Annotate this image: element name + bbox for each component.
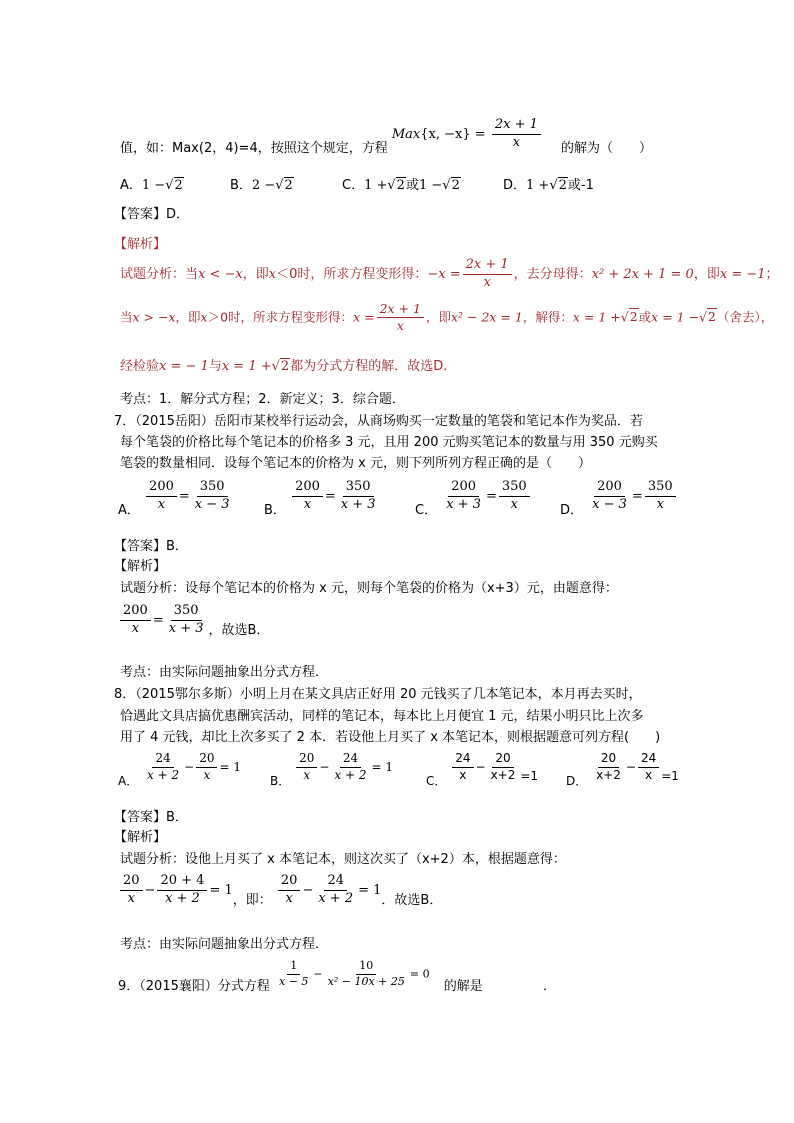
sqrt-icon: √ [620, 309, 629, 325]
frac-num: 20 + 4 [157, 874, 207, 891]
frac-den: x [127, 890, 135, 906]
q8-sol-mid: ，即： [232, 892, 272, 908]
q6-analysis-line2 [120, 302, 773, 334]
q7-option-d[interactable] [560, 479, 678, 518]
q7-option-c-left [443, 480, 484, 513]
q6-l2-x: x [200, 309, 208, 325]
q7-option-label: C． [415, 502, 438, 518]
frac [488, 752, 519, 783]
q6-answer: 【答案】D． [114, 207, 190, 222]
q6-l1-cond: x < −x [198, 266, 243, 282]
frac-num: 24 [152, 752, 173, 768]
q7-stem-line2: 每个笔袋的价格比每个笔记本的价格多 3 元，且用 200 元购买笔记本的数量与用 350 元购买 [120, 435, 658, 450]
minus: − [313, 967, 323, 981]
q9-end: ． [543, 978, 557, 994]
frac-den: x² − 10x + 25 [327, 974, 405, 988]
frac [276, 960, 311, 988]
q6-l1-lhs: −x = [427, 266, 461, 282]
q6-l1-x: x [268, 266, 277, 282]
q7-option-b[interactable] [264, 479, 381, 518]
q6-analysis-heading: 【解析】 [114, 237, 167, 252]
q6-l2-d: ，即 [425, 309, 451, 325]
frac-den: x − 5 [279, 974, 309, 988]
q7-stem-line3: 笔袋的数量相同．设每个笔记本的价格为 x 元，则下列所列方程正确的是（ ） [120, 456, 591, 471]
frac-num: 24 [452, 752, 473, 768]
q9-stem [118, 959, 557, 994]
frac-den: x [131, 620, 140, 636]
q6-l2-or: 或 [638, 309, 652, 325]
q8-option-d-label: D． [566, 773, 588, 788]
q7-option-d-left [589, 480, 630, 513]
q6-option-a-label: A． [120, 178, 142, 193]
frac-num: 200 [292, 480, 323, 497]
frac-den: x [303, 496, 312, 512]
frac-num: 200 [146, 480, 177, 497]
frac-num: 1 [287, 960, 300, 975]
minus: − [475, 759, 486, 774]
sqrt-icon: √ [699, 309, 707, 325]
q6-stem-lead: 值，如：Max(2，4)=4，按照这个规定，方程 [120, 140, 388, 156]
eq-one: = 1 [371, 759, 394, 774]
equals: = [324, 488, 336, 504]
frac-num: 20 [196, 752, 217, 768]
frac-den: x + 2 [165, 890, 200, 906]
q6-analysis-line3 [120, 355, 456, 374]
equals: = [152, 612, 164, 628]
eq-one: =1 [520, 768, 539, 783]
q8-points: 考点：由实际问题抽象出分式方程． [120, 937, 329, 952]
q8-solution [118, 874, 442, 907]
q6-l2-den: x [396, 318, 404, 334]
minus: − [184, 759, 195, 774]
frac [593, 752, 624, 783]
q7-sol-left [120, 604, 151, 637]
frac-num: 350 [645, 480, 676, 497]
q7-points: 考点：由实际问题抽象出分式方程． [120, 665, 329, 680]
frac-den: x [510, 496, 518, 512]
frac-den: x [656, 496, 664, 512]
q8-option-b-label: B． [270, 773, 291, 788]
q6-option-d-label: D． [503, 178, 527, 193]
frac-den: x − 3 [592, 496, 627, 512]
q6-l2-s2-rad: 2 [708, 309, 716, 325]
q6-frac-num: 2x + 1 [492, 118, 541, 135]
q6-option-d-rad: 2 [558, 178, 567, 193]
frac-num: 350 [197, 480, 228, 497]
q6-l2-f: （舍去）， [716, 309, 774, 325]
q7-option-label: A． [118, 502, 140, 518]
q6-l1-d: ，去分母得： [513, 266, 592, 282]
q6-eq: = [474, 126, 486, 142]
q6-l2-e: ，解得： [522, 309, 573, 325]
frac-num: 20 [492, 752, 513, 768]
frac-den: x + 2 [318, 890, 354, 906]
q6-points: 考点：1．解分式方程；2．新定义；3．综合题． [120, 392, 405, 407]
q6-option-b-label: B． [230, 178, 252, 193]
q6-l2-s1-rad: 2 [629, 309, 638, 325]
q6-l3-v2-rad: 2 [280, 359, 290, 374]
q8-option-d[interactable] [566, 751, 679, 788]
eq-one: =1 [661, 768, 679, 783]
q8-option-c[interactable] [426, 751, 539, 788]
q6-l2-num: 2x + 1 [377, 302, 424, 318]
q6-l1-f: ； [765, 266, 779, 282]
frac-num: 350 [171, 604, 202, 621]
q6-l3-v2: x = 1 + [221, 359, 272, 374]
q6-option-d-or: 或-1 [567, 178, 594, 193]
frac-den: x+2 [596, 767, 621, 782]
frac-num: 10 [356, 960, 376, 975]
q6-equation [391, 117, 547, 150]
equals: = [485, 488, 497, 504]
q6-l3-a: 经检验 [120, 359, 160, 374]
q6-l3-b: 与 [208, 359, 222, 374]
q6-l3-v1: x = − 1 [159, 359, 209, 374]
minus: − [319, 759, 330, 774]
q8-stem-line1: 8．（2015鄂尔多斯）小明上月在某文具店正好用 20 元钱买了几本笔记本，本月再去买时， [114, 687, 642, 702]
q6-l2-c: ＞0时，所求方程变形得： [207, 309, 354, 325]
sqrt-icon: √ [549, 178, 558, 193]
q6-l3-c: 都为分式方程的解．故选D． [290, 359, 457, 374]
frac-den: x [203, 767, 211, 782]
q6-option-b-rad: 2 [284, 178, 293, 193]
q6-max-args: {x, −x} [420, 126, 471, 142]
q7-option-a[interactable] [118, 479, 235, 518]
q6-l1-e: ，即 [693, 266, 720, 282]
q6-analysis-line1 [120, 258, 779, 291]
q6-option-d-int: 1 + [526, 178, 550, 193]
frac-num: 200 [448, 480, 479, 497]
q7-option-b-left [292, 480, 323, 513]
q7-stem-line1: 7．（2015岳阳）岳阳市某校举行运动会，从商场购买一定数量的笔袋和笔记本作为奖品．若 [114, 414, 643, 429]
frac [196, 752, 217, 783]
frac-den: x [285, 890, 293, 906]
q7-sol-right [166, 604, 207, 637]
q6-option-a-rad: 2 [174, 178, 183, 193]
q6-l2-s2: x = 1 − [651, 309, 700, 325]
q9-tail: 的解是 [443, 978, 483, 994]
q6-option-c-int2: 1 − [418, 178, 443, 193]
minus: − [302, 882, 314, 898]
sqrt-icon: √ [442, 178, 451, 193]
frac-num: 20 [296, 752, 317, 768]
frac [278, 874, 301, 907]
frac-den: x + 2 [334, 767, 367, 782]
q6-l2-lhs: x = [353, 309, 375, 325]
equals: = [631, 488, 643, 504]
q8-answer: 【答案】B． [114, 810, 188, 825]
q8-stem-line2: 恰遇此文具店搞优惠酬宾活动，同样的笔记本，每本比上月便宜 1 元，结果小明只比上次多 [120, 709, 644, 724]
sqrt-icon: √ [387, 178, 396, 193]
q7-option-label: D． [560, 502, 584, 518]
frac-num: 20 [278, 874, 301, 891]
q7-solution [118, 604, 269, 637]
q6-option-a[interactable] [120, 174, 184, 193]
frac-den: x [645, 767, 653, 782]
q6-max-label: Max [391, 126, 421, 142]
eq-zero: = 0 [409, 967, 430, 981]
frac [144, 752, 182, 783]
q6-option-a-int: 1 − [141, 178, 166, 193]
q7-option-b-right [338, 480, 379, 513]
q6-l1-sol: x = −1 [719, 266, 766, 282]
q8-option-b[interactable] [270, 751, 394, 788]
frac-num: 20 [120, 874, 143, 891]
q8-option-a[interactable] [118, 751, 241, 788]
frac-num: 350 [343, 480, 374, 497]
eq-one: = 1 [209, 882, 233, 898]
q8-sol-tail: ．故选B． [381, 892, 443, 908]
frac [157, 874, 207, 907]
minus: − [625, 759, 636, 774]
frac-num: 200 [594, 480, 625, 497]
eq-one: = 1 [219, 759, 241, 774]
sqrt-icon: √ [275, 178, 284, 193]
q6-option-c-label: C． [342, 178, 365, 193]
q9-lead: 9．（2015襄阳）分式方程 [118, 978, 270, 994]
q6-frac-den: x [512, 134, 521, 150]
q6-l2-fraction [377, 302, 424, 334]
frac-den: x + 3 [168, 620, 204, 636]
q7-option-c-right [499, 480, 530, 513]
q7-option-a-left [146, 480, 177, 513]
frac-num: 24 [324, 874, 347, 891]
q7-analysis-line: 试题分析：设每个笔记本的价格为 x 元，则每个笔袋的价格为（x+3）元，由题意得： [120, 581, 618, 596]
q6-l1-c: ＜0时，所求方程变形得： [276, 266, 428, 282]
q7-sol-tail: ，故选B． [208, 622, 270, 638]
q6-option-c-int1: 1 + [364, 178, 388, 193]
q6-option-b[interactable] [230, 174, 294, 193]
q7-analysis-heading: 【解析】 [114, 559, 167, 574]
q6-l1-b: ，即 [242, 266, 269, 282]
frac-den: x [157, 496, 166, 512]
q7-option-label: B． [264, 502, 286, 518]
q6-l2-b: ，即 [175, 309, 201, 325]
frac-num: 24 [638, 752, 659, 768]
frac-den: x [303, 767, 311, 782]
q6-l2-eq: x² − 2x = 1 [450, 309, 523, 325]
frac [331, 752, 369, 783]
q6-l2-s1: x = 1 + [572, 309, 621, 325]
q6-l1-den: x [483, 274, 491, 290]
q6-option-b-int: 2 − [251, 178, 276, 193]
q6-l2-a: 当 [120, 309, 133, 325]
frac-den: x + 2 [147, 767, 180, 782]
q6-l1-fraction [463, 258, 512, 291]
q8-stem-line3: 用了 4 元钱，却比上次多买了 2 本．若设他上月买了 x 本笔记本，则根据题意可列方程( ) [120, 730, 661, 745]
frac-den: x + 3 [446, 496, 481, 512]
q8-option-a-label: A． [118, 773, 139, 788]
frac [315, 874, 356, 907]
q8-analysis-heading: 【解析】 [114, 830, 167, 845]
frac [296, 752, 317, 783]
equals: = [178, 488, 190, 504]
q6-option-c[interactable] [342, 174, 461, 193]
q6-option-d[interactable] [503, 174, 594, 193]
q8-option-c-label: C． [426, 773, 447, 788]
q6-l1-a: 试题分析：当 [120, 266, 199, 282]
q6-option-c-or: 或 [405, 178, 419, 193]
q6-l2-cond: x > −x [132, 309, 176, 325]
q6-option-c-rad1: 2 [396, 178, 405, 193]
sqrt-icon: √ [165, 178, 174, 193]
frac-num: 20 [598, 752, 619, 768]
sqrt-icon: √ [271, 359, 280, 374]
q7-option-c[interactable] [415, 479, 532, 518]
frac [638, 752, 659, 783]
q6-stem-tail: 的解为（ ） [561, 140, 653, 156]
frac-den: x − 3 [194, 496, 230, 512]
q7-option-a-right [192, 480, 233, 513]
q7-option-d-right [645, 480, 676, 513]
eq-one: = 1 [358, 882, 382, 898]
frac [452, 752, 473, 783]
q6-l1-num: 2x + 1 [463, 258, 512, 275]
q6-stem-line [120, 117, 653, 156]
q6-fraction [492, 118, 541, 151]
q6-option-c-rad2: 2 [451, 178, 460, 193]
frac-num: 350 [499, 480, 530, 497]
minus: − [144, 882, 156, 898]
q8-analysis-line: 试题分析：设他上月买了 x 本笔记本，则这次买了（x+2）本，根据题意得： [120, 852, 566, 867]
frac-den: x [459, 767, 467, 782]
q6-l1-eq: x² + 2x + 1 = 0 [591, 266, 694, 282]
q7-answer: 【答案】B． [114, 539, 188, 554]
frac-den: x+2 [490, 767, 516, 782]
frac [120, 874, 143, 907]
frac-num: 24 [340, 752, 361, 768]
frac [325, 960, 408, 988]
frac-den: x + 3 [340, 496, 376, 512]
frac-num: 200 [120, 604, 151, 621]
